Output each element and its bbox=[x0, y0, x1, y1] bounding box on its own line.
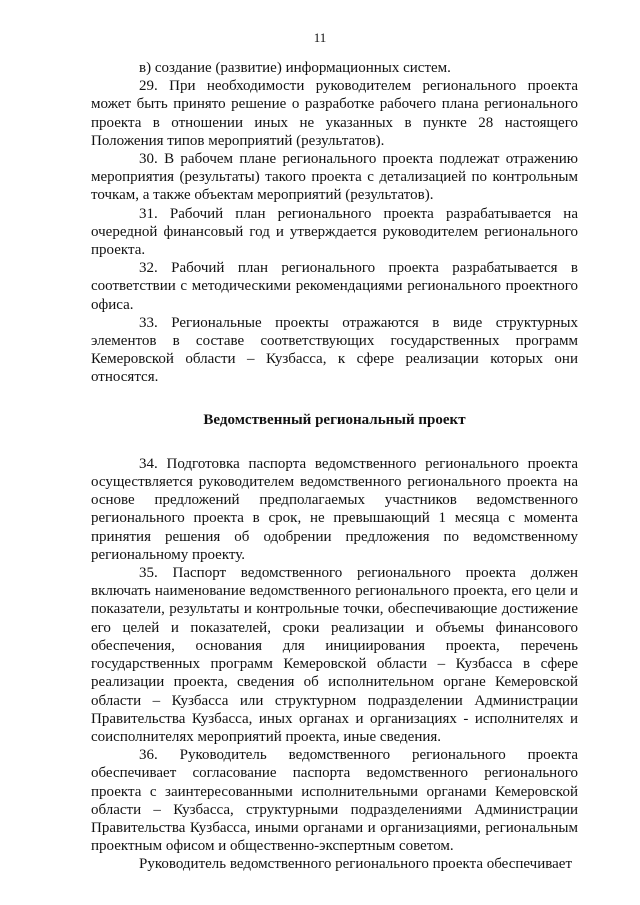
paragraph-28v: в) создание (развитие) информационных систем. bbox=[139, 60, 451, 76]
paragraph-34: 34. Подготовка паспорта ведомственного регионального проекта осуществляется руководителем ведомственного регионального проекта на основе предложений предполагаемых участников ведомственного регионального проекта в срок, не превышающий 1 месяца с момента принятия решения об одобрении предложения по ведомственному региональному проекту. bbox=[91, 455, 578, 563]
page-number: 11 bbox=[313, 30, 327, 45]
paragraph-30: 30. В рабочем плане регионального проекта подлежат отражению мероприятия (результаты) такого проекта с детализацией по контрольным точкам, а также объектам мероприятий (результатов). bbox=[91, 151, 578, 204]
section-heading: Ведомственный региональный проект bbox=[203, 411, 466, 428]
paragraph-35: 35. Паспорт ведомственного регионального проекта должен включать наименование ведомственного регионального проекта, его цели и показатели, результаты и контрольные точки, обеспечивающие достижение его целей и показателей, сроки реализации и объемы финансового обеспечения, основания для инициирования проекта, перечень государственных программ Кемеровской области – Кузбасса в сфере реализации проекта, сведения об исполнительном органе Кемеровской области – Кузбасса или структурном подразделении Администрации Правительства Кузбасса, иных органах и организациях - исполнителях и соисполнителях мероприятий проекта, иные сведения. bbox=[91, 565, 578, 745]
paragraph-continued: Руководитель ведомственного регионального проекта обеспечивает bbox=[139, 856, 573, 873]
paragraph-36: 36. Руководитель ведомственного регионального проекта обеспечивает согласование паспорта ведомственного регионального проекта с заинтересованными исполнительными органами Кемеровской области – Кузбасса, структурными подразделениями Администрации Правительства Кузбасса, иными органами и организациями, региональным проектным офисом и общественно-экспертным советом. bbox=[91, 747, 578, 855]
paragraph-31: 31. Рабочий план регионального проекта разрабатывается на очередной финансовый год и утверждается руководителем регионального проекта. bbox=[91, 205, 578, 259]
document-body bbox=[91, 59, 578, 874]
paragraph-32: 32. Рабочий план регионального проекта разрабатывается в соответствии с методическими рекомендациями регионального проектного офиса. bbox=[91, 260, 578, 313]
paragraph-29: 29. При необходимости руководителем регионального проекта может быть принято решение о разработке рабочего плана регионального проекта в отношении иных не указанных в пункте 28 настоящего Положения типов мероприятий (результатов). bbox=[91, 78, 578, 149]
paragraph-33: 33. Региональные проекты отражаются в виде структурных элементов в составе соответствующих государственных программ Кемеровской области – Кузбасса, к сфере реализации которых они относятся. bbox=[91, 314, 578, 386]
